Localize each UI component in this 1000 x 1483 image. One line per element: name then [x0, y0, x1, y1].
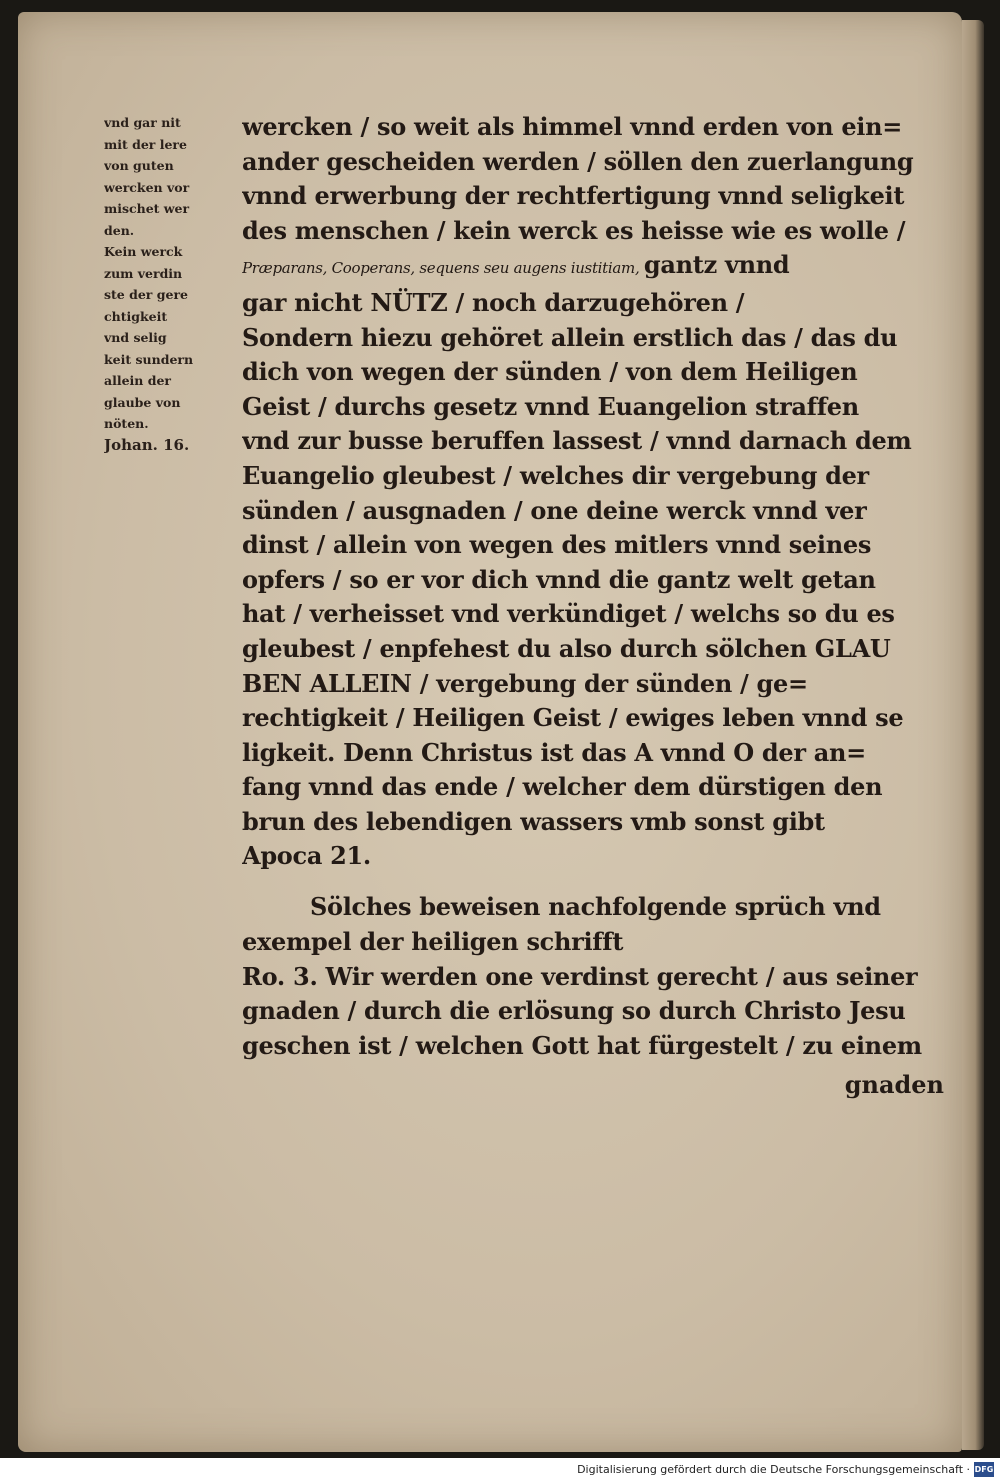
margin-note: keit sundern	[104, 351, 194, 367]
section-heading-line: exempel der heiligen schrifft	[242, 926, 624, 956]
margin-note-reference: Johan. 16.	[104, 435, 190, 454]
text-line: rechtigkeit / Heiligen Geist / ewiges leben vnnd se	[242, 703, 904, 733]
catchword: gnaden	[844, 1070, 944, 1099]
text-line: wercken / so weit als himmel vnnd erden von ein=	[242, 112, 903, 141]
margin-note: mischet wer	[104, 201, 190, 216]
text-line: des menschen / kein werck es heisse wie es wolle /	[242, 215, 906, 245]
text-line: Sondern hiezu gehöret allein erstlich das / das du	[242, 322, 898, 352]
text-line: ander gescheiden werden / söllen den zuerlangung	[242, 146, 914, 176]
text-line: ligkeit. Denn Christus ist das A vnnd O der an=	[242, 737, 866, 767]
margin-note: nöten.	[104, 416, 149, 431]
text-line: geschen ist / welchen Gott hat fürgestelt / zu einem	[242, 1031, 922, 1061]
margin-note: von guten	[104, 158, 174, 173]
text-line: Ro. 3. Wir werden one verdinst gerecht / aus seiner	[242, 961, 918, 991]
footer-credit: Digitalisierung gefördert durch die Deutsche Forschungsgemeinschaft ·	[577, 1463, 970, 1476]
text-line: hat / verheisset vnd verkündiget / welchs so du es	[242, 599, 895, 629]
text-line: dich von wegen der sünden / von dem Heiligen	[242, 357, 858, 387]
main-text-block	[242, 110, 946, 874]
section-heading-line: Sölches beweisen nachfolgende sprüch vnd	[310, 892, 881, 921]
text-line: Euangelio gleubest / welches dir vergebung der	[242, 460, 869, 490]
margin-note: mit der lere	[104, 136, 187, 152]
text-line: vnnd erwerbung der rechtfertigung vnnd seligkeit	[242, 181, 905, 211]
text-line: dinst / allein von wegen des mitlers vnnd seines	[242, 530, 872, 560]
margin-note: allein der	[104, 373, 172, 388]
footer-bar	[0, 1458, 1000, 1483]
margin-note: ste der gere	[104, 287, 188, 302]
dfg-logo-icon: DFG	[974, 1462, 994, 1477]
margin-note: chtigkeit	[104, 308, 168, 324]
text-line: fang vnnd das ende / welcher dem dürstigen den	[242, 772, 883, 802]
text-line: Apoca 21.	[242, 841, 371, 871]
text-line: vnd zur busse beruffen lassest / vnnd darnach dem	[242, 426, 912, 456]
text-line: brun des lebendigen wassers vmb sonst gibt	[242, 806, 825, 836]
text-line: gnaden / durch die erlösung so durch Christo Jesu	[242, 996, 906, 1026]
margin-notes	[104, 112, 240, 456]
text-line: Geist / durchs gesetz vnnd Euangelion straffen	[242, 391, 859, 421]
margin-note: zum verdin	[104, 265, 183, 281]
latin-phrase: Præparans, Cooperans, sequens seu augens iustitiam,	[242, 259, 640, 278]
margin-note: glaube von	[104, 394, 181, 410]
margin-note: vnd selig	[104, 330, 167, 345]
text-line: BEN ALLEIN / vergebung der sünden / ge=	[242, 668, 808, 698]
text-line: gar nicht NÜTZ / noch darzugehören /	[242, 287, 745, 317]
margin-note: Kein werck	[104, 244, 183, 259]
text-line: opfers / so er vor dich vnnd die gantz welt getan	[242, 564, 876, 594]
margin-note: vnd gar nit	[104, 115, 181, 130]
margin-note: den.	[104, 222, 135, 238]
text-line-continuation: gantz vnnd	[643, 250, 790, 280]
text-line: gleubest / enpfehest du also durch sölchen GLAU	[242, 633, 891, 663]
section-two-text	[242, 890, 952, 1064]
text-line-latin	[242, 248, 946, 286]
page-edge	[962, 20, 984, 1450]
text-line: sünden / ausgnaden / one deine werck vnnd ver	[242, 495, 867, 525]
margin-note: wercken vor	[104, 179, 190, 195]
